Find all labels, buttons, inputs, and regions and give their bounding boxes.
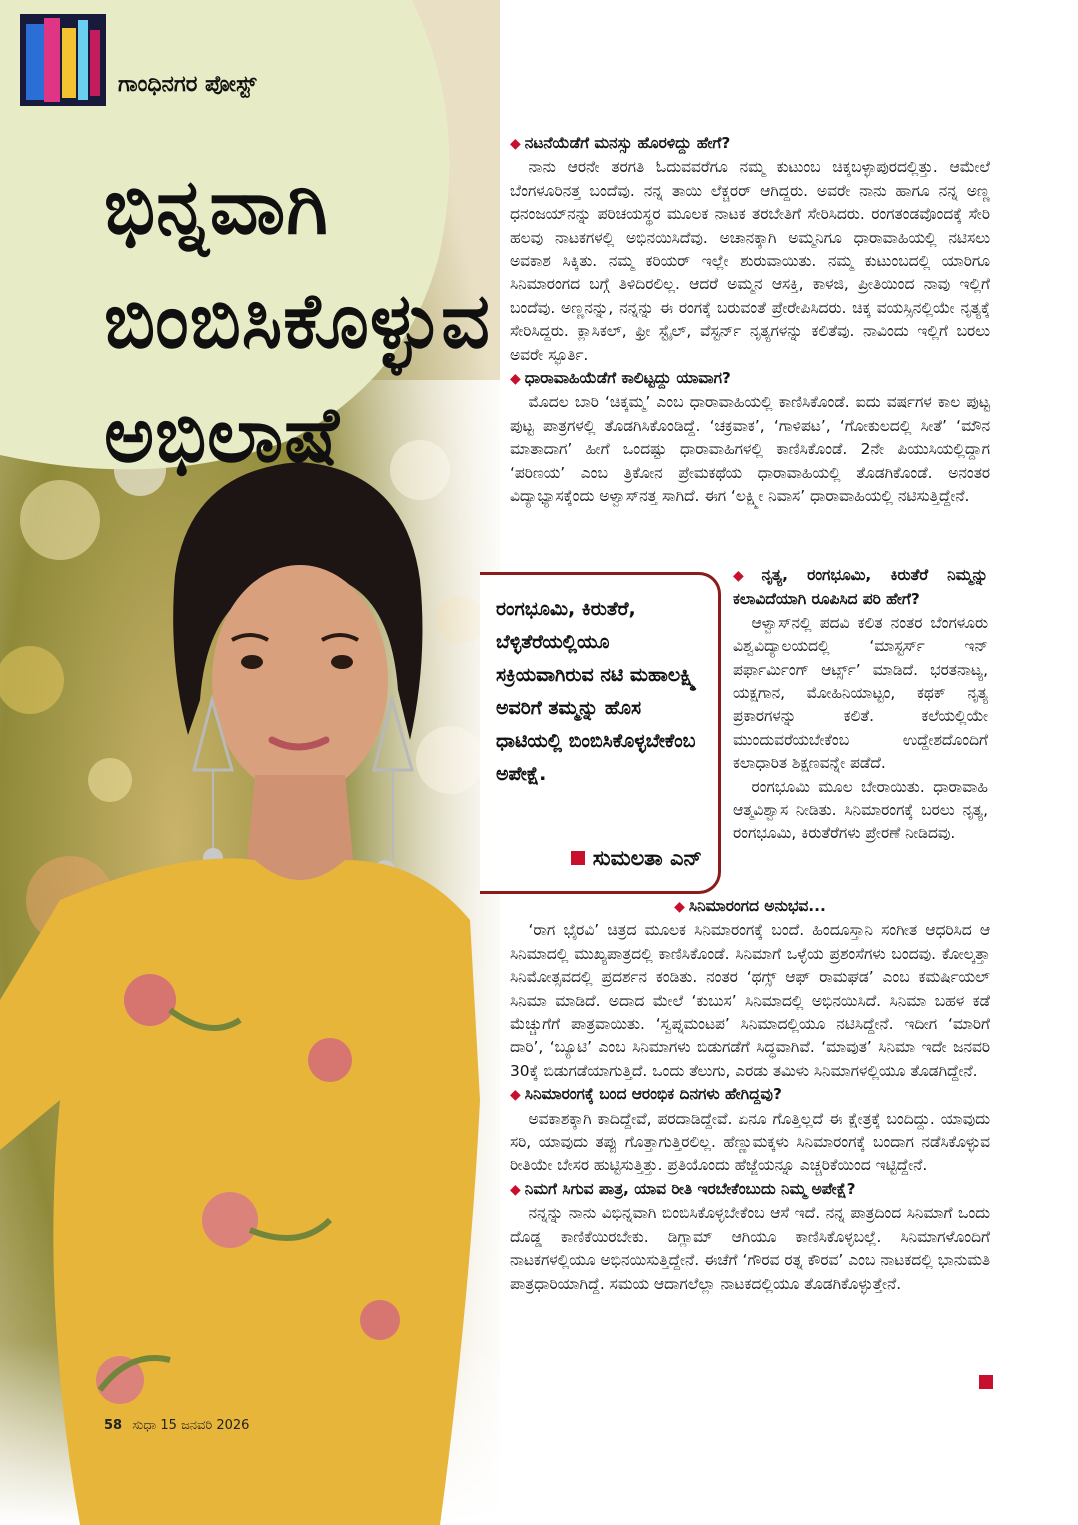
question-3: ◆ ನೃತ್ಯ, ರಂಗಭೂಮಿ, ಕಿರುತೆರೆ ನಿಮ್ಮನ್ನು ಕಲಾವಿದೆಯಾಗಿ ರೂಪಿಸಿದ ಪರಿ ಹೇಗೆ?	[733, 566, 988, 609]
pull-quote-text: ರಂಗಭೂಮಿ, ಕಿರುತೆರೆ, ಬೆಳ್ಳಿತೆರೆಯಲ್ಲಿಯೂ ಸಕ್ರಿಯವಾಗಿರುವ ನಟಿ ಮಹಾಲಕ್ಷ್ಮಿ ಅವರಿಗೆ ತಮ್ಮನ್ನು ಹೊಸ ಧಾಟಿಯಲ್ಲಿ ಬಿಂಬಿಸಿಕೊಳ್ಳಬೇಕೆಂಬ ಅಪೇಕ್ಷೆ.	[496, 598, 697, 785]
diamond-bullet-icon: ◆	[510, 371, 521, 388]
diamond-bullet-icon: ◆	[674, 899, 685, 915]
headline-line-2: ಬಿಂಬಿಸಿಕೊಳ್ಳುವ	[104, 276, 491, 365]
answer-3a: ಆಳ್ವಾಸ್‌ನಲ್ಲಿ ಪದವಿ ಕಲಿತ ನಂತರ ಬೆಂಗಳೂರು ವಿಶ್ವವಿದ್ಯಾಲಯದಲ್ಲಿ ‘ಮಾಸ್ಟರ್ಸ್ ಇನ್ ಪರ್ಫಾರ್ಮಿಂಗ್ ಆರ್ಟ್ಸ್’ ಮಾಡಿದೆ. ಭರತನಾಟ್ಯ, ಯಕ್ಷಗಾನ, ಮೋಹಿನಿಯಾಟ್ಟಂ, ಕಥಕ್ ನೃತ್ಯ ಪ್ರಕಾರಗಳನ್ನು ಕಲಿತೆ. ಕಲೆಯಲ್ಲಿಯೇ ಮುಂದುವರೆಯಬೇಕೆಂಬ ಉದ್ದೇಶದೊಂದಿಗೆ ಕಲಾಧಾರಿತ ಶಿಕ್ಷಣವನ್ನೇ ಪಡೆದೆ.	[733, 613, 988, 773]
question-6: ◆ ನಿಮಗೆ ಸಿಗುವ ಪಾತ್ರ, ಯಾವ ರೀತಿ ಇರಬೇಕೆಂಬುದು ನಿಮ್ಮ ಅಪೇಕ್ಷೆ?	[510, 1179, 856, 1198]
answer-4: ‘ರಾಗ ಭೈರವಿ’ ಚಿತ್ರದ ಮೂಲಕ ಸಿನಿಮಾರಂಗಕ್ಕೆ ಬಂದೆ. ಹಿಂದೂಸ್ತಾನಿ ಸಂಗೀತ ಆಧರಿಸಿದ ಆ ಸಿನಿಮಾದಲ್ಲಿ ಮುಖ್ಯಪಾತ್ರದಲ್ಲಿ ಕಾಣಿಸಿಕೊಂಡೆ. ಸಿನಿಮಾಗೆ ಒಳ್ಳೆಯ ಪ್ರಶಂಸೆಗಳು ಬಂದವು. ಕೋಲ್ಕತ್ತಾ ಸಿನಿಮೋತ್ಸವದಲ್ಲಿ ಪ್ರದರ್ಶನ ಕಂಡಿತು. ನಂತರ ‘ಥಗ್ಸ್ ಆಫ್ ರಾಮಘಡ’ ಎಂಬ ಕಮರ್ಷಿಯಲ್ ಸಿನಿಮಾ ಮಾಡಿದೆ. ಅದಾದ ಮೇಲೆ ‘ಕುಬುಸ’ ಸಿನಿಮಾದಲ್ಲಿ ಅಭಿನಯಿಸಿದೆ. ಸಿನಿಮಾ ಬಹಳ ಕಡೆ ಮೆಚ್ಚುಗೆಗೆ ಪಾತ್ರವಾಯಿತು. ‘ಸ್ವಪ್ನಮಂಟಪ’ ಸಿನಿಮಾದಲ್ಲಿಯೂ ನಟಿಸಿದ್ದೇನೆ. ಇದೀಗ ‘ಮಾರಿಗೆ ದಾರಿ’, ‘ಬ್ಯೂಟಿ’ ಎಂಬ ಸಿನಿಮಾಗಳು ಬಿಡುಗಡೆಗೆ ಸಿದ್ಧವಾಗಿವೆ. ‘ಮಾವುತ’ ಸಿನಿಮಾ ಇದೇ ಜನವರಿ 30ಕ್ಕೆ ಬಿಡುಗಡೆಯಾಗುತ್ತಿದೆ. ಒಂದು ತೆಲುಗು, ಎರಡು ತಮಿಳು ಸಿನಿಮಾಗಳಲ್ಲಿಯೂ ತೊಡಗಿದ್ದೇನೆ.	[510, 921, 990, 1080]
page-number: 58	[104, 1418, 123, 1433]
answer-5: ಅವಕಾಶಕ್ಕಾಗಿ ಕಾದಿದ್ದೇವೆ, ಪರದಾಡಿದ್ದೇವೆ. ಏನೂ ಗೊತ್ತಿಲ್ಲದೆ ಈ ಕ್ಷೇತ್ರಕ್ಕೆ ಬಂದಿದ್ದು. ಯಾವುದು ಸರಿ, ಯಾವುದು ತಪ್ಪು ಗೊತ್ತಾಗುತ್ತಿರಲಿಲ್ಲ. ಹೆಣ್ಣುಮಕ್ಕಳು ಸಿನಿಮಾರಂಗಕ್ಕೆ ಬಂದಾಗ ನಡೆಸಿಕೊಳ್ಳುವ ರೀತಿಯೇ ಬೇಸರ ಹುಟ್ಟಿಸುತ್ತಿತ್ತು. ಪ್ರತಿಯೊಂದು ಹೆಜ್ಜೆಯನ್ನೂ ಎಚ್ಚರಿಕೆಯಿಂದ ಇಟ್ಟಿದ್ದೇನೆ.	[510, 1109, 990, 1175]
headline	[104, 150, 524, 492]
question-5: ◆ ಸಿನಿಮಾರಂಗಕ್ಕೆ ಬಂದ ಆರಂಭಿಕ ದಿನಗಳು ಹೇಗಿದ್ದವು?	[510, 1085, 782, 1104]
page-folio	[104, 1418, 249, 1433]
question-1: ◆ ನಟನೆಯೆಡೆಗೆ ಮನಸ್ಸು ಹೊರಳಿದ್ದು ಹೇಗೆ?	[510, 134, 731, 152]
answer-2: ಮೊದಲ ಬಾರಿ ‘ಚಿಕ್ಕಮ್ಮ’ ಎಂಬ ಧಾರಾವಾಹಿಯಲ್ಲಿ ಕಾಣಿಸಿಕೊಂಡೆ. ಐದು ವರ್ಷಗಳ ಕಾಲ ಪುಟ್ಟ ಪುಟ್ಟ ಪಾತ್ರಗಳಲ್ಲಿ ತೊಡಗಿಸಿಕೊಂಡಿದ್ದೆ. ‘ಚಕ್ರವಾಕ’, ‘ಗಾಳಿಪಟ’, ‘ಗೋಕುಲದಲ್ಲಿ ಸೀತೆ’ ‘ಮೌನ ಮಾತಾದಾಗ’ ಹೀಗೆ ಒಂದಷ್ಟು ಧಾರಾವಾಹಿಗಳಲ್ಲಿ ಕಾಣಿಸಿಕೊಂಡೆ. 2ನೇ ಪಿಯುಸಿಯಲ್ಲಿದ್ದಾಗ ‘ಪರಿಣಯ’ ಎಂಬ ತ್ರಿಕೋನ ಪ್ರೇಮಕಥೆಯ ಧಾರಾವಾಹಿಯಲ್ಲಿ ತೊಡಗಿಕೊಂಡೆ. ಅನಂತರ ವಿದ್ಯಾಭ್ಯಾಸಕ್ಕೆಂದು ಅಳ್ವಾಸ್‌ನತ್ತ ಸಾಗಿದೆ. ಈಗ ‘ಲಕ್ಷ್ಮೀ ನಿವಾಸ’ ಧಾರಾವಾಹಿಯಲ್ಲಿ ನಟಿಸುತ್ತಿದ್ದೇನೆ.	[510, 393, 990, 506]
headline-line-1: ಭಿನ್ನವಾಗಿ	[104, 162, 329, 251]
diamond-bullet-icon: ◆	[733, 568, 758, 584]
headline-line-3: ಅಭಿಲಾಷೆ	[104, 390, 340, 479]
answer-1: ನಾನು ಆರನೇ ತರಗತಿ ಓದುವವರೆಗೂ ನಮ್ಮ ಕುಟುಂಬ ಚಿಕ್ಕಬಳ್ಳಾಪುರದಲ್ಲಿತ್ತು. ಆಮೇಲೆ ಬೆಂಗಳೂರಿನತ್ತ ಬಂದೆವು. ನನ್ನ ತಾಯಿ ಲೆಕ್ಚರರ್ ಆಗಿದ್ದರು. ಅವರೇ ನಾನು ಹಾಗೂ ನನ್ನ ಅಣ್ಣ ಧನಂಜಯ್‌ನನ್ನು ಪರಿಚಯಸ್ಥರ ಮೂಲಕ ನಾಟಕ ತರಬೇತಿಗೆ ಸೇರಿಸಿದರು. ರಂಗತಂಡವೊಂದಕ್ಕೆ ಸೇರಿ ಹಲವು ನಾಟಕಗಳಲ್ಲಿ ಅಭಿನಯಿಸಿದೆವು. ಅಚಾನಕ್ಕಾಗಿ ಅಮ್ಮನಿಗೂ ಧಾರಾವಾಹಿಯಲ್ಲಿ ನಟಿಸಲು ಅವಕಾಶ ಸಿಕ್ಕಿತು. ನಮ್ಮ ಕರಿಯರ್ ಇಲ್ಲೇ ಶುರುವಾಯಿತು. ನಮ್ಮ ಕುಟುಂಬದಲ್ಲಿ ಯಾರಿಗೂ ಸಿನಿಮಾರಂಗದ ಬಗ್ಗೆ ತಿಳಿದಿರಲಿಲ್ಲ. ಆದರೆ ಅಮ್ಮನ ಆಸಕ್ತಿ, ಕಾಳಜಿ, ಪ್ರೀತಿಯಿಂದ ನಾವು ಇಲ್ಲಿಗೆ ಬಂದೆವು. ಅಣ್ಣನನ್ನು, ನನ್ನನ್ನು ಈ ರಂಗಕ್ಕೆ ಬರುವಂತೆ ಪ್ರೇರೇಪಿಸಿದರು. ಚಿಕ್ಕ ವಯಸ್ಸಿನಲ್ಲಿಯೇ ನೃತ್ಯಕ್ಕೆ ಸೇರಿಸಿದ್ದರು. ಕ್ಲಾಸಿಕಲ್, ಫ್ರೀ ಸ್ಟೈಲ್, ವೆಸ್ಟರ್ನ್ ನೃತ್ಯಗಳನ್ನು ಕಲಿತೆವು. ನಾವಿಂದು ಇಲ್ಲಿಗೆ ಬರಲು ಅವರೇ ಸ್ಫೂರ್ತಿ.	[510, 158, 990, 364]
pull-quote-box	[480, 572, 721, 894]
diamond-bullet-icon: ◆	[510, 1087, 521, 1104]
article-column-top	[510, 132, 990, 509]
answer-3b: ರಂಗಭೂಮಿ ಮೂಲ ಬೇರಾಯಿತು. ಧಾರಾವಾಹಿ ಆತ್ಮವಿಶ್ವಾಸ ನೀಡಿತು. ಸಿನಿಮಾರಂಗಕ್ಕೆ ಬರಲು ನೃತ್ಯ, ರಂಗಭೂಮಿ, ಕಿರುತೆರೆಗಳು ಪ್ರೇರಣೆ ನೀಡಿದವು.	[733, 777, 988, 843]
article-column-bottom	[510, 895, 990, 1296]
article-column-narrow	[733, 564, 988, 846]
end-mark-icon	[979, 1375, 993, 1389]
question-4: ◆ ಸಿನಿಮಾರಂಗದ ಅನುಭವ...	[674, 897, 826, 915]
red-square-icon	[571, 851, 585, 865]
diamond-bullet-icon: ◆	[510, 136, 521, 152]
issue-line: ಸುಧಾ 15 ಜನವರಿ 2026	[132, 1418, 250, 1433]
section-label: ಗಾಂಧಿನಗರ ಪೋಸ್ಟ್	[118, 72, 257, 97]
diamond-bullet-icon: ◆	[510, 1181, 521, 1198]
author-byline: ಸುಮಲತಾ ಎನ್	[571, 846, 702, 871]
question-2: ◆ ಧಾರಾವಾಹಿಯೆಡೆಗೆ ಕಾಲಿಟ್ಟದ್ದು ಯಾವಾಗ?	[510, 369, 731, 388]
section-logo	[20, 14, 106, 106]
answer-6: ನನ್ನನ್ನು ನಾನು ವಿಭಿನ್ನವಾಗಿ ಬಿಂಬಿಸಿಕೊಳ್ಳಬೇಕೆಂಬ ಆಸೆ ಇದೆ. ನನ್ನ ಪಾತ್ರದಿಂದ ಸಿನಿಮಾಗೆ ಒಂದು ದೊಡ್ಡ ಕಾಣಿಕೆಯಿರಬೇಕು. ಡಿಗ್ಲಾಮ್ ಆಗಿಯೂ ಕಾಣಿಸಿಕೊಳ್ಳಬಲ್ಲೆ. ಸಿನಿಮಾಗಳೊಂದಿಗೆ ನಾಟಕಗಳಲ್ಲಿಯೂ ಅಭಿನಯಿಸುತ್ತಿದ್ದೇನೆ. ಈಚೆಗೆ ‘ಗೌರವ ರತ್ನ ಕೌರವ’ ಎಂಬ ನಾಟಕದಲ್ಲಿ ಭಾನುಮತಿ ಪಾತ್ರಧಾರಿಯಾಗಿದ್ದೆ. ಸಮಯ ಆದಾಗಲೆಲ್ಲಾ ನಾಟಕದಲ್ಲಿಯೂ ತೊಡಗಿಕೊಳ್ಳುತ್ತೇನೆ.	[510, 1204, 990, 1293]
